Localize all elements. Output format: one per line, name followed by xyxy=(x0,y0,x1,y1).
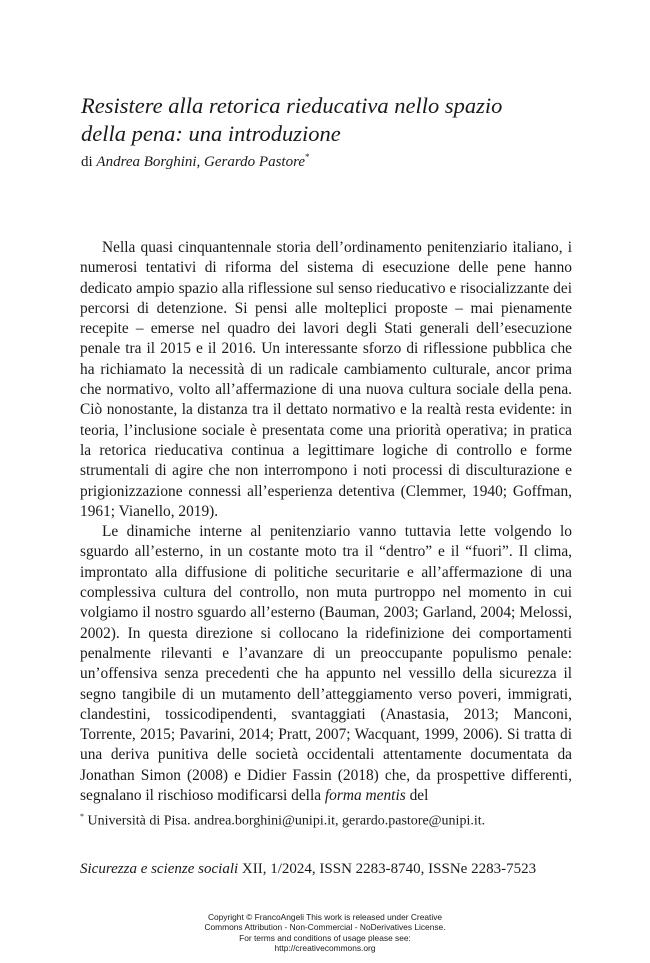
article-body xyxy=(80,238,572,806)
license-line-3: For terms and conditions of usage please see: xyxy=(239,932,411,943)
license-notice xyxy=(0,912,650,954)
journal-title: Sicurezza e scienze sociali xyxy=(80,861,239,877)
body-paragraph-2 xyxy=(80,522,572,806)
emphasis-forma-mentis: forma mentis xyxy=(324,787,406,805)
author-note-marker: * xyxy=(305,152,310,162)
body-paragraph-1: Nella quasi cinquantennale storia dell’ordinamento penitenziario italiano, i numerosi tentativi di riforma del sistema di esecuzione delle pene hanno dedicato ampio spazio alla riflessione sul senso rieducativo e risocializzante dei percorsi di detenzione. Si pensi alle molteplici proposte – mai pienamente recepite – emerse nel quadro dei lavori degli Stati generali dell’esecuzione penale tra il 2015 e il 2016. Un interessante sforzo di riflessione pubblica che ha richiamato la necessità di un radicale cambiamento culturale, ancor prima che normativo, volto all’affermazione di una nuova cultura sociale della pena. Ciò nonostante, la distanza tra il dettato normativo e la realtà resta evidente: in teoria, l’inclusione sociale è presentata come una priorità operativa; in pratica la retorica rieducativa continua a legittimare logiche di controllo e forme strumentali di agire che non interrompono i noti processi di disculturazione e prigionizzazione connessi all’esperienza detentiva (Clemmer, 1940; Goffman, 1961; Vianello, 2019). xyxy=(80,239,572,520)
article-title xyxy=(81,92,581,148)
license-line-2: Commons Attribution - Non-Commercial - NoDerivatives License. xyxy=(204,922,446,933)
body-paragraph-2-end: del xyxy=(405,787,429,805)
byline-prefix: di xyxy=(81,154,93,170)
body-paragraph-2-text: Le dinamiche interne al penitenziario vanno tuttavia lette volgendo lo sguardo all’esterno, in un costante moto tra il “dentro” e il “fuori”. Il clima, improntato alla diffusione di politiche securitarie e all’affermazione di una complessiva cultura del controllo, non muta purtroppo nel momento in cui volgiamo il nostro sguardo all’esterno (Bauman, 2003; Garland, 2004; Melossi, 2002). In questa direzione si collocano la ridefinizione dei comportamenti penalmente rilevanti e l’avanzare di un preoccupante populismo penale: un’offensiva senza precedenti che ha appunto nel vessillo della sicurezza il segno tangibile di un mutamento dell’atteggiamento verso poveri, immigrati, clandestini, tossicodipendenti, svantaggiati (Anastasia, 2013; Manconi, Torrente, 2015; Pavarini, 2014; Pratt, 2007; Wacquant, 1999, 2006). Si tratta di una deriva punitiva delle società occidentali attentamente documentata da Jonathan Simon (2008) e Didier Fassin (2018) che, da prospettive differenti, segnalano il rischioso modificarsi della xyxy=(80,523,572,805)
article-title-line-1: Resistere alla retorica rieducativa nello spazio xyxy=(81,93,503,118)
article-title-line-2: della pena: una introduzione xyxy=(81,121,341,146)
license-line-1: Copyright © FrancoAngeli This work is released under Creative xyxy=(207,912,443,922)
journal-citation xyxy=(80,860,536,878)
journal-details: XII, 1/2024, ISSN 2283-8740, ISSNe 2283-7523 xyxy=(238,861,537,877)
byline xyxy=(81,148,310,171)
footnote-marker: * xyxy=(80,812,84,821)
footnote-text: Università di Pisa. andrea.borghini@unipi.it, gerardo.pastore@unipi.it. xyxy=(84,813,486,829)
author-names: Andrea Borghini, Gerardo Pastore xyxy=(96,154,306,170)
license-link[interactable]: http://creativecommons.org xyxy=(274,943,376,954)
footnote xyxy=(80,808,485,831)
